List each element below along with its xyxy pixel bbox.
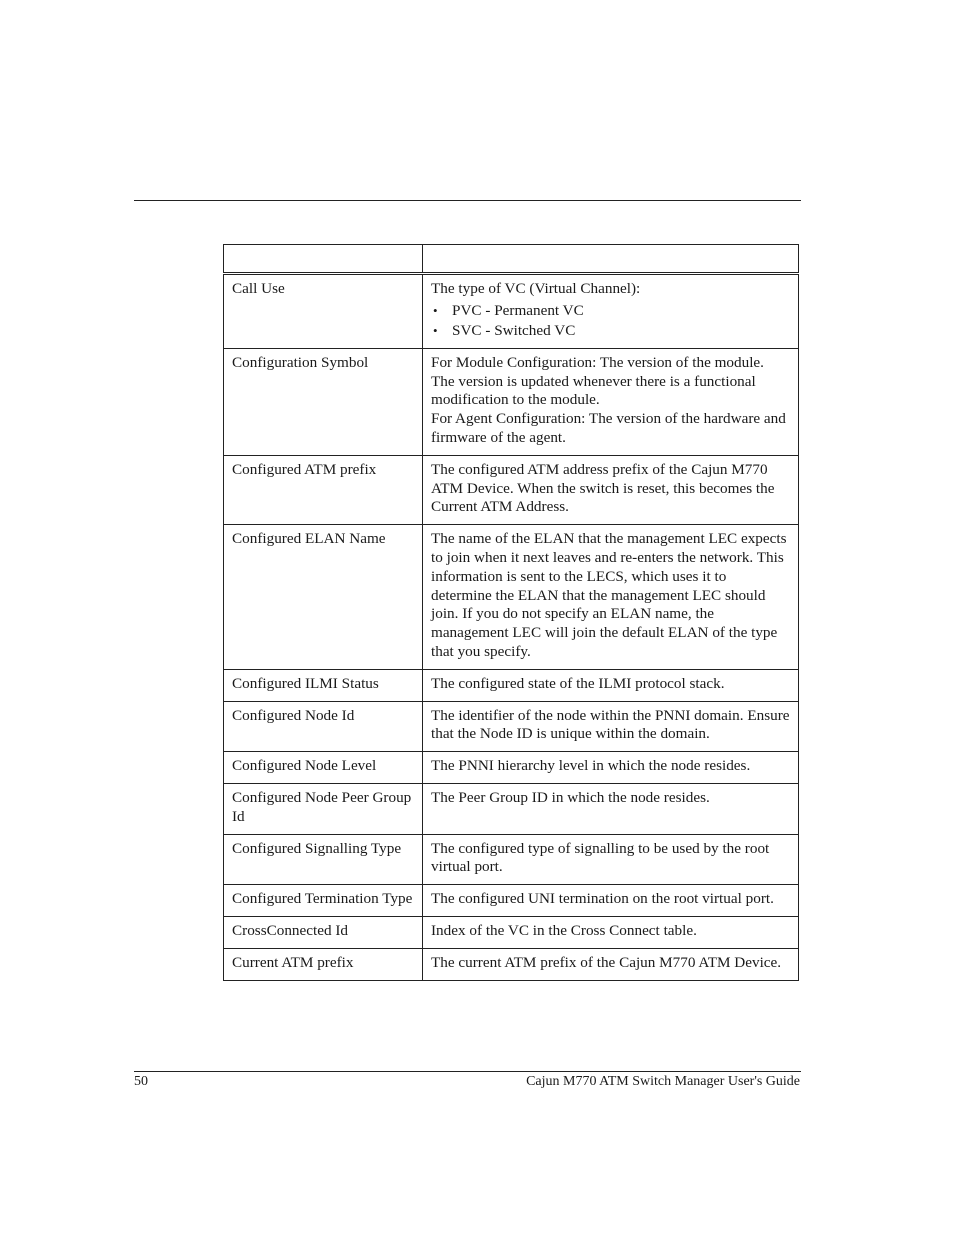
description-text: The identifier of the node within the PNNI domain. Ensure that the Node ID is unique within the domain.	[431, 706, 790, 743]
description-cell	[423, 916, 799, 948]
description-text: For Module Configuration: The version of the module. The version is updated whenever there is a functional modification to the module.	[431, 353, 764, 409]
table-row	[224, 455, 799, 524]
description-cell	[423, 274, 799, 349]
term-cell: Call Use	[224, 274, 423, 349]
term-cell: Configured Node Id	[224, 701, 423, 752]
description-cell	[423, 948, 799, 980]
term-cell: Configured ELAN Name	[224, 525, 423, 670]
table-row	[224, 669, 799, 701]
description-text: The configured ATM address prefix of the Cajun M770 ATM Device. When the switch is reset, this becomes the Current ATM Address.	[431, 460, 775, 516]
table-row	[224, 274, 799, 349]
table-row	[224, 348, 799, 455]
term-cell: Current ATM prefix	[224, 948, 423, 980]
bullet-text: SVC - Switched VC	[452, 321, 576, 339]
table-row	[224, 885, 799, 917]
table-body	[224, 274, 799, 981]
bullet-icon: •	[433, 322, 438, 338]
term-cell: CrossConnected Id	[224, 916, 423, 948]
description-text: The configured UNI termination on the root virtual port.	[431, 890, 774, 908]
header-rule	[134, 200, 801, 201]
header-cell-description	[423, 245, 799, 274]
glossary-table	[223, 244, 799, 981]
description-cell	[423, 885, 799, 917]
description-cell	[423, 752, 799, 784]
term-cell: Configured Termination Type	[224, 885, 423, 917]
description-cell	[423, 701, 799, 752]
description-text: For Agent Configuration: The version of the hardware and firmware of the agent.	[431, 410, 786, 446]
footer-rule	[134, 1071, 801, 1072]
description-cell	[423, 669, 799, 701]
description-cell	[423, 834, 799, 885]
table-row	[224, 783, 799, 834]
description-text: Index of the VC in the Cross Connect table.	[431, 921, 697, 939]
table-row	[224, 948, 799, 980]
description-text: The type of VC (Virtual Channel):	[431, 280, 641, 297]
description-text: The Peer Group ID in which the node resides.	[431, 788, 710, 806]
book-title: Cajun M770 ATM Switch Manager User's Guide	[526, 1074, 800, 1089]
bullet-item	[431, 301, 790, 321]
description-text: The PNNI hierarchy level in which the node resides.	[431, 757, 751, 775]
table-header	[224, 245, 799, 274]
bullet-item	[431, 321, 790, 341]
description-text: The current ATM prefix of the Cajun M770 ATM Device.	[431, 953, 782, 971]
header-cell-term	[224, 245, 423, 274]
table-row	[224, 752, 799, 784]
bullet-text: PVC - Permanent VC	[452, 301, 584, 319]
description-text: The configured state of the ILMI protocol stack.	[431, 674, 725, 692]
bullet-list	[431, 301, 790, 341]
bullet-icon: •	[433, 302, 438, 318]
term-cell: Configuration Symbol	[224, 348, 423, 455]
term-cell: Configured Node Peer Group Id	[224, 783, 423, 834]
description-cell	[423, 783, 799, 834]
description-cell	[423, 455, 799, 524]
table-row	[224, 525, 799, 670]
description-text: The configured type of signalling to be used by the root virtual port.	[431, 839, 770, 876]
table-row	[224, 834, 799, 885]
table-row	[224, 701, 799, 752]
page-number: 50	[134, 1074, 148, 1089]
description-text: The name of the ELAN that the management LEC expects to join when it next leaves and re-enters the network. This information is sent to the LECS, which uses it to determine the ELAN that the management LEC should join. If you do not specify an ELAN name, the management LEC will join the default ELAN of the type that you specify.	[431, 530, 787, 660]
term-cell: Configured Node Level	[224, 752, 423, 784]
description-cell	[423, 348, 799, 455]
description-cell	[423, 525, 799, 670]
term-cell: Configured ATM prefix	[224, 455, 423, 524]
term-cell: Configured Signalling Type	[224, 834, 423, 885]
table-row	[224, 916, 799, 948]
term-cell: Configured ILMI Status	[224, 669, 423, 701]
